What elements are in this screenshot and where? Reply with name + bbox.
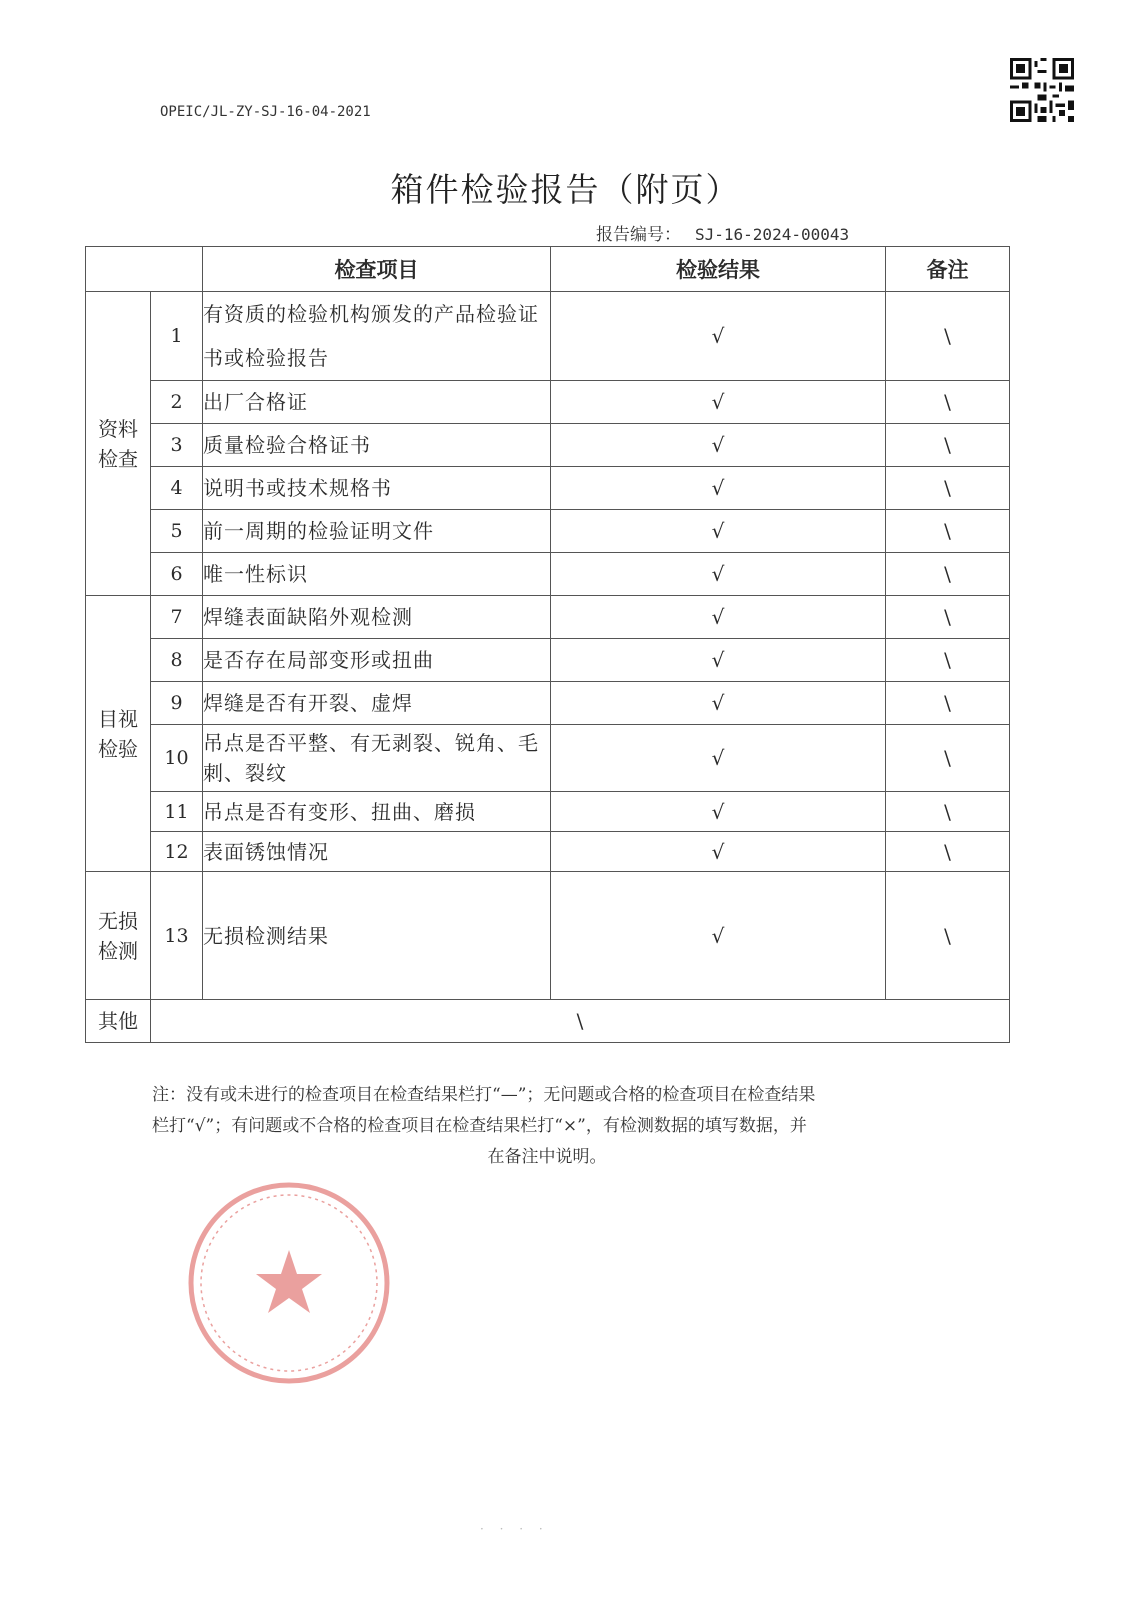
row-number: 7 <box>151 596 203 639</box>
row-number: 2 <box>151 381 203 424</box>
row-item: 焊缝是否有开裂、虚焊 <box>203 682 551 725</box>
row-item: 出厂合格证 <box>203 381 551 424</box>
category-label: 无损检测 <box>98 908 138 963</box>
table-row <box>86 682 1010 725</box>
table-row <box>86 292 1010 381</box>
row-remark: \ <box>886 467 1010 510</box>
table-row <box>86 725 1010 792</box>
row-number: 12 <box>151 832 203 872</box>
row-result: √ <box>551 639 886 682</box>
report-number <box>596 220 849 245</box>
row-remark: \ <box>886 424 1010 467</box>
row-remark: \ <box>886 872 1010 1000</box>
header-remark: 备注 <box>886 247 1010 292</box>
official-seal-icon <box>184 1178 394 1388</box>
row-number: 3 <box>151 424 203 467</box>
footnote-line: 栏打“√”；有问题或不合格的检查项目在检查结果栏打“×”，有检测数据的填写数据，并 <box>152 1116 807 1136</box>
table-row <box>86 596 1010 639</box>
footnote-line: 注：没有或未进行的检查项目在检查结果栏打“—”；无问题或合格的检查项目在检查结果 <box>152 1085 816 1105</box>
row-item: 吊点是否有变形、扭曲、磨损 <box>203 792 551 832</box>
table-row-other <box>86 1000 1010 1043</box>
row-item: 吊点是否平整、有无剥裂、锐角、毛刺、裂纹 <box>203 725 551 792</box>
category-other: 其他 <box>86 1000 151 1043</box>
row-remark: \ <box>886 553 1010 596</box>
row-number: 5 <box>151 510 203 553</box>
qr-code-icon <box>1010 58 1074 122</box>
header-item: 检查项目 <box>203 247 551 292</box>
table-row <box>86 467 1010 510</box>
category-visual <box>86 596 151 872</box>
row-result: √ <box>551 553 886 596</box>
row-remark: \ <box>886 292 1010 381</box>
row-number: 9 <box>151 682 203 725</box>
row-remark: \ <box>886 510 1010 553</box>
category-label: 目视检验 <box>98 706 138 761</box>
page-title: 箱件检验报告（附页） <box>390 170 741 209</box>
row-result: √ <box>551 832 886 872</box>
footnote <box>152 1080 942 1173</box>
table-row <box>86 553 1010 596</box>
row-result: √ <box>551 872 886 1000</box>
table-row <box>86 510 1010 553</box>
category-ndt <box>86 872 151 1000</box>
row-number: 8 <box>151 639 203 682</box>
document-code: OPEIC/JL-ZY-SJ-16-04-2021 <box>160 104 371 120</box>
row-number: 6 <box>151 553 203 596</box>
row-item: 前一周期的检验证明文件 <box>203 510 551 553</box>
table-row <box>86 792 1010 832</box>
row-remark: \ <box>886 792 1010 832</box>
row-result: √ <box>551 792 886 832</box>
row-remark: \ <box>886 639 1010 682</box>
header-result: 检验结果 <box>551 247 886 292</box>
row-item: 是否存在局部变形或扭曲 <box>203 639 551 682</box>
table-row <box>86 832 1010 872</box>
row-item: 无损检测结果 <box>203 872 551 1000</box>
table-header-row <box>86 247 1010 292</box>
row-result: √ <box>551 467 886 510</box>
row-item: 有资质的检验机构颁发的产品检验证书或检验报告 <box>203 292 551 381</box>
report-number-label: 报告编号： <box>596 225 681 245</box>
table-row <box>86 639 1010 682</box>
row-item: 唯一性标识 <box>203 553 551 596</box>
row-remark: \ <box>886 832 1010 872</box>
row-number: 11 <box>151 792 203 832</box>
other-value: \ <box>151 1000 1010 1043</box>
report-number-value: SJ-16-2024-00043 <box>695 225 850 244</box>
row-remark: \ <box>886 682 1010 725</box>
row-remark: \ <box>886 381 1010 424</box>
row-result: √ <box>551 510 886 553</box>
category-docs <box>86 292 151 596</box>
row-remark: \ <box>886 596 1010 639</box>
row-result: √ <box>551 596 886 639</box>
row-result: √ <box>551 424 886 467</box>
table-row <box>86 872 1010 1000</box>
row-remark: \ <box>886 725 1010 792</box>
header-blank <box>86 247 203 292</box>
row-number: 13 <box>151 872 203 1000</box>
row-item: 表面锈蚀情况 <box>203 832 551 872</box>
row-number: 1 <box>151 292 203 381</box>
row-result: √ <box>551 292 886 381</box>
category-label: 资料检查 <box>98 416 138 471</box>
inspection-table <box>85 246 1010 1043</box>
row-item: 焊缝表面缺陷外观检测 <box>203 596 551 639</box>
row-number: 10 <box>151 725 203 792</box>
row-item: 说明书或技术规格书 <box>203 467 551 510</box>
row-result: √ <box>551 682 886 725</box>
row-result: √ <box>551 381 886 424</box>
footnote-line: 在备注中说明。 <box>487 1147 607 1167</box>
footer-mark: · · · · <box>480 1522 549 1536</box>
row-result: √ <box>551 725 886 792</box>
row-item: 质量检验合格证书 <box>203 424 551 467</box>
table-row <box>86 424 1010 467</box>
row-number: 4 <box>151 467 203 510</box>
table-row <box>86 381 1010 424</box>
